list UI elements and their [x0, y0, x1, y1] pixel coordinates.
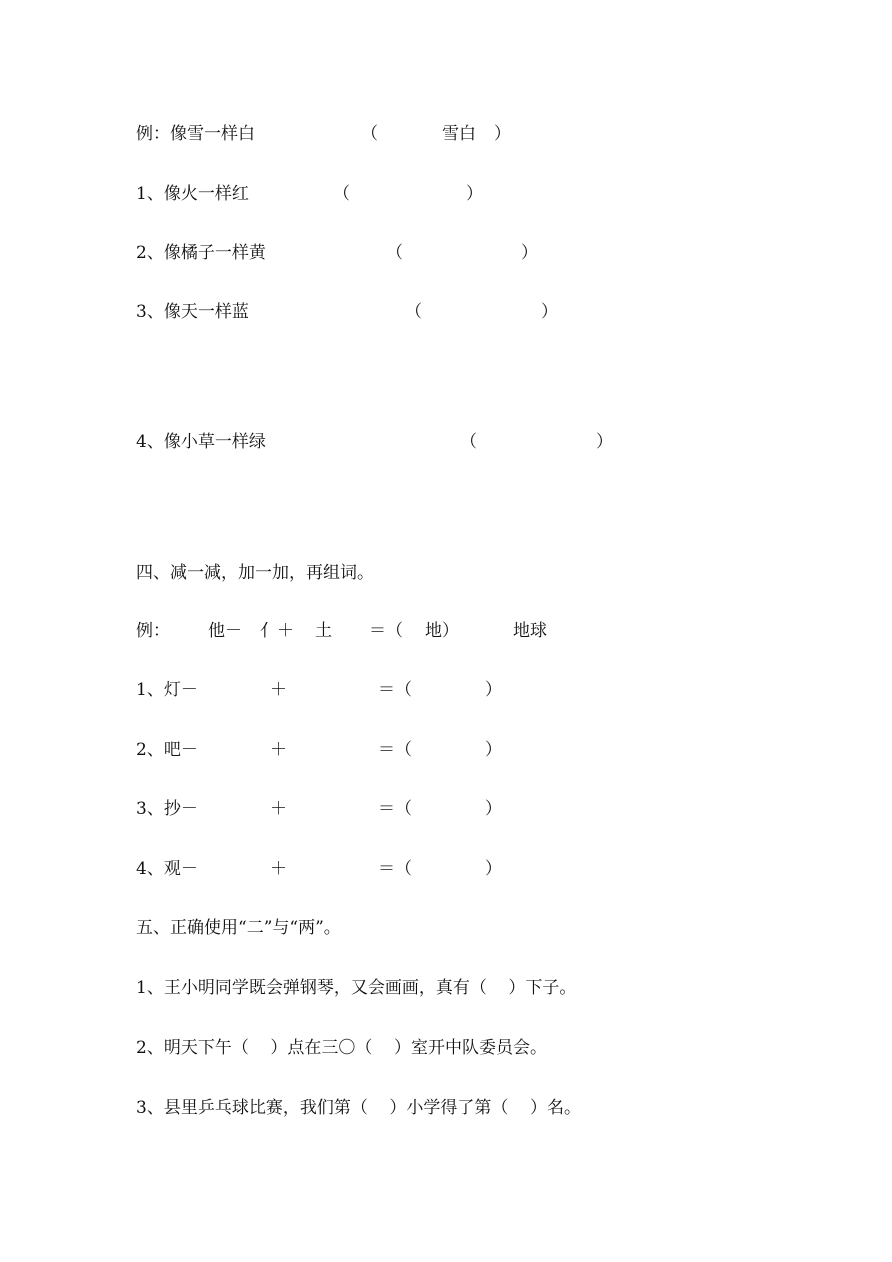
section-5-title: 五、正确使用“二”与“两”。	[136, 918, 341, 938]
item-3-open-paren: （	[405, 302, 422, 322]
item-2-close-paren: ）	[521, 243, 538, 263]
section-4-example-minuend: 他－	[208, 621, 242, 641]
item-4-label: 4、像小草一样绿	[136, 432, 266, 452]
section-4-example-word: 地球	[513, 621, 547, 641]
item-1-open-paren: （	[333, 184, 350, 204]
section-4-item-2-label: 2、吧－	[136, 740, 198, 760]
item-4-open-paren: （	[460, 432, 477, 452]
section-5-sentence-1: 1、王小明同学既会弹钢琴，又会画画，真有（ ）下子。	[136, 978, 577, 998]
item-1-close-paren: ）	[466, 184, 483, 204]
item-1-label: 1、像火一样红	[136, 184, 249, 204]
section-4-item-3-label: 3、抄－	[136, 799, 198, 819]
section-4-item-2-plus: ＋	[270, 740, 287, 760]
item-3-close-paren: ）	[541, 302, 558, 322]
section-4-example-added: 土	[315, 621, 332, 641]
section-4-item-4-close-paren: ）	[485, 859, 502, 879]
section-4-item-2-equals: ＝（	[378, 740, 412, 760]
section-5-sentence-3: 3、县里乒乓球比赛，我们第（ ）小学得了第（ ）名。	[136, 1098, 582, 1118]
example-open-paren: （	[361, 124, 378, 144]
example-prompt: 例：像雪一样白	[136, 124, 255, 144]
section-4-item-3-equals: ＝（	[378, 799, 412, 819]
item-3-label: 3、像天一样蓝	[136, 302, 249, 322]
section-5-sentence-2: 2、明天下午（ ）点在三〇（ ）室开中队委员会。	[136, 1038, 548, 1058]
example-answer: 雪白	[442, 124, 476, 144]
section-4-example-equals: ＝（	[369, 621, 403, 641]
section-4-item-1-close-paren: ）	[485, 680, 502, 700]
section-4-item-3-plus: ＋	[270, 799, 287, 819]
item-4-close-paren: ）	[596, 432, 613, 452]
example-close-paren: ）	[494, 124, 511, 144]
section-4-item-2-close-paren: ）	[485, 740, 502, 760]
item-2-label: 2、像橘子一样黄	[136, 243, 266, 263]
section-4-item-4-label: 4、观－	[136, 859, 198, 879]
section-4-example-label: 例：	[136, 621, 170, 641]
section-4-example-removed: 亻＋	[260, 621, 294, 641]
section-4-example-result: 地）	[425, 621, 459, 641]
section-4-item-1-equals: ＝（	[378, 680, 412, 700]
section-4-title: 四、减一减，加一加，再组词。	[136, 563, 374, 583]
section-4-item-4-equals: ＝（	[378, 859, 412, 879]
item-2-open-paren: （	[386, 243, 403, 263]
section-4-item-1-plus: ＋	[270, 680, 287, 700]
section-4-item-1-label: 1、灯－	[136, 680, 198, 700]
section-4-item-4-plus: ＋	[270, 859, 287, 879]
section-4-item-3-close-paren: ）	[485, 799, 502, 819]
